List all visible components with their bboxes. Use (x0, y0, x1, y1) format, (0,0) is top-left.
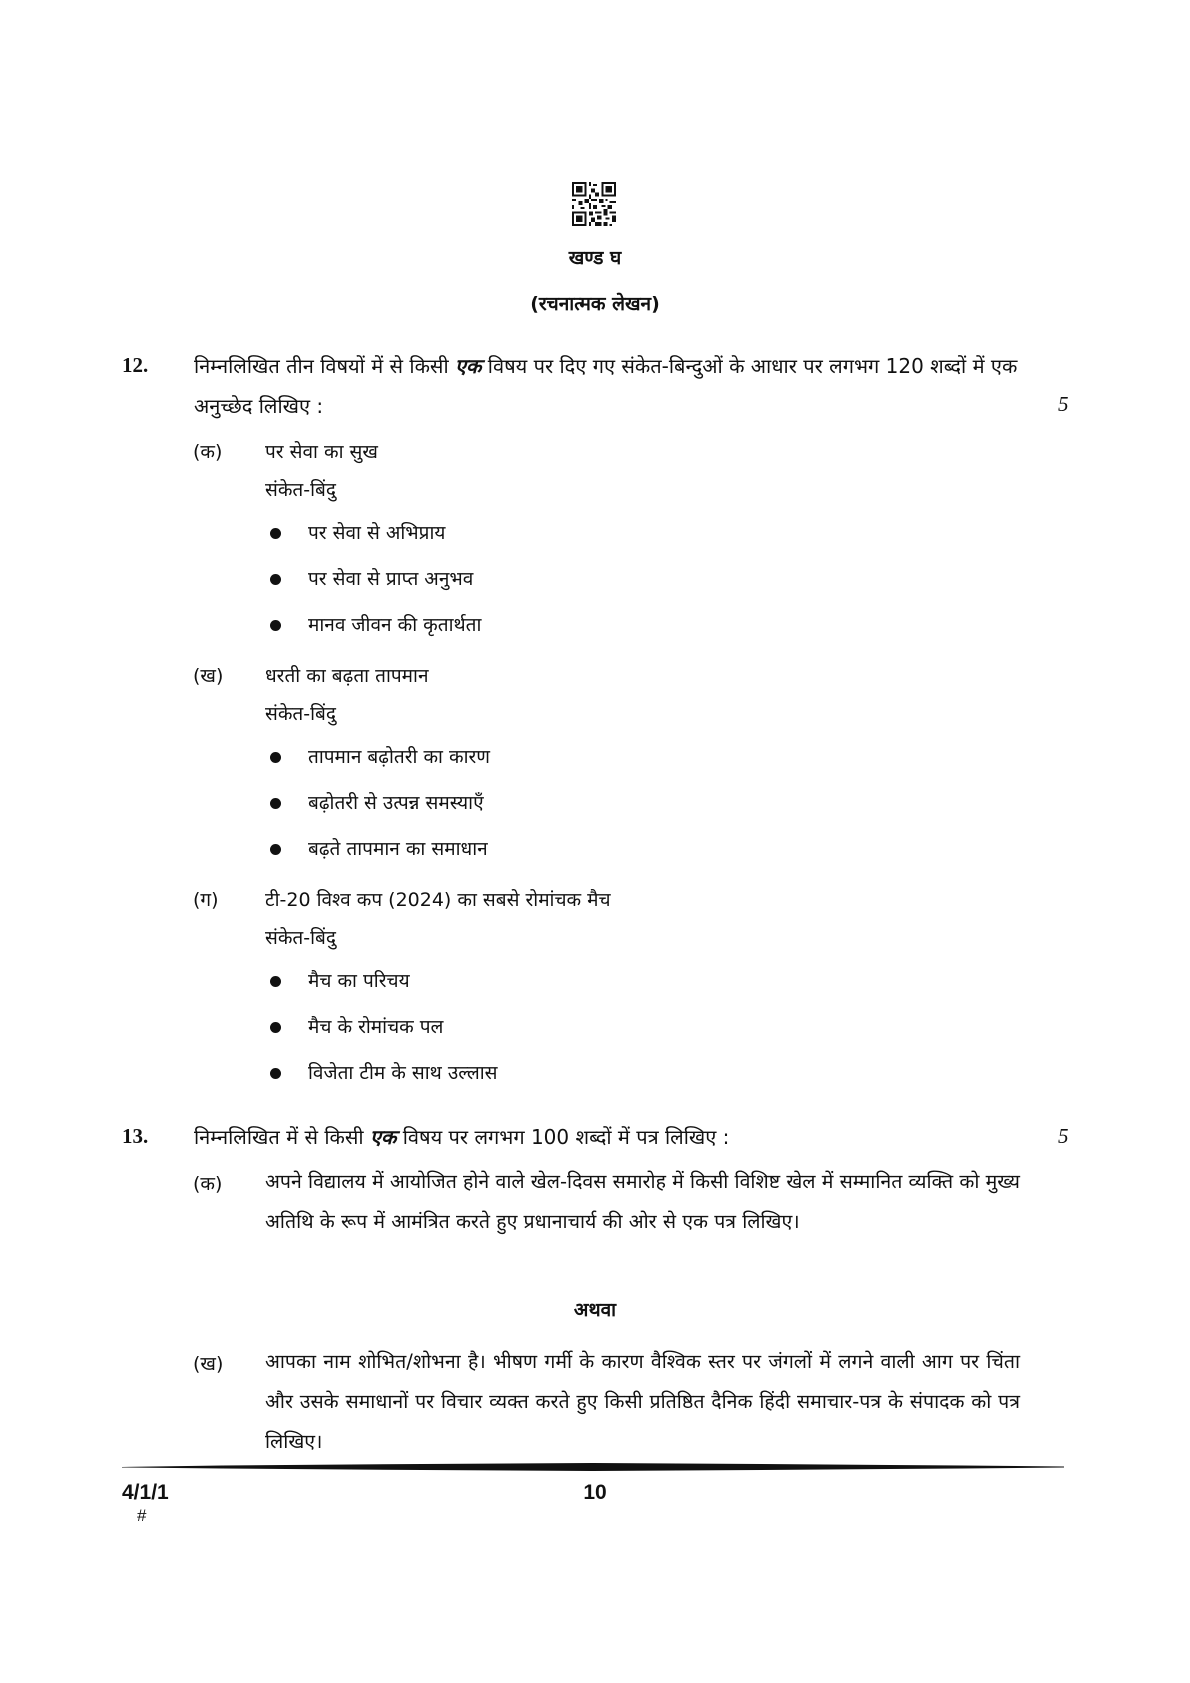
bullet-icon (270, 620, 281, 631)
bullet-icon (270, 1022, 281, 1033)
q12-option-a-hints-label: संकेत-बिंदु (265, 479, 336, 501)
qr-code-icon (572, 182, 616, 226)
q12-option-c-label: (ग) (193, 889, 219, 911)
question-13-emphasis: एक (369, 1125, 397, 1149)
paper-hash-mark: # (137, 1506, 147, 1525)
question-13-marks: 5 (1058, 1124, 1069, 1148)
bullet-icon (270, 798, 281, 809)
paper-code: 4/1/1 (122, 1481, 169, 1504)
question-12-text (194, 346, 1024, 426)
question-13-text-b: विषय पर लगभग 100 शब्दों में पत्र लिखिए : (396, 1125, 730, 1149)
q12-option-c-point-2: मैच के रोमांचक पल (308, 1016, 444, 1038)
or-separator: अथवा (573, 1299, 617, 1321)
q12-option-b-point-1: तापमान बढ़ोतरी का कारण (308, 746, 491, 768)
q12-option-c-point-1: मैच का परिचय (308, 970, 410, 992)
q12-option-b-point-3: बढ़ते तापमान का समाधान (308, 838, 488, 860)
question-12-text-b: विषय पर दिए गए संकेत-बिन्दुओं के आधार पर लगभग 120 शब्दों में एक अनुच्छेद लिखिए : (194, 354, 1018, 418)
section-subtitle: (रचनात्मक लेखन) (530, 293, 660, 315)
q12-option-c-title: टी-20 विश्व कप (2024) का सबसे रोमांचक मैच (265, 889, 611, 911)
q12-option-c-point-3: विजेता टीम के साथ उल्लास (308, 1062, 498, 1084)
q12-option-b-label: (ख) (193, 665, 224, 687)
question-13-text (194, 1117, 1024, 1157)
question-13-number: 13. (122, 1124, 149, 1148)
bullet-icon (270, 528, 281, 539)
q13-option-b-text: आपका नाम शोभित/शोभना है। भीषण गर्मी के कारण वैश्विक स्तर पर जंगलों में लगने वाली आग पर चिंता और उसके समाधानों पर विचार व्यक्त करते हुए किसी प्रतिष्ठित दैनिक हिंदी समाचार-पत्र के संपादक को पत्र लिखिए। (265, 1350, 1020, 1453)
bullet-icon (270, 844, 281, 855)
bullet-icon (270, 1068, 281, 1079)
bullet-icon (270, 976, 281, 987)
question-12-emphasis: एक (454, 354, 482, 378)
q12-option-a-title: पर सेवा का सुख (265, 441, 378, 463)
q12-option-a-point-1: पर सेवा से अभिप्राय (308, 522, 446, 544)
bullet-icon (270, 574, 281, 585)
q12-option-a-point-3: मानव जीवन की कृतार्थता (308, 614, 482, 636)
page-number: 10 (583, 1481, 607, 1504)
q12-option-b-title: धरती का बढ़ता तापमान (265, 665, 429, 687)
q13-option-b-label: (ख) (193, 1353, 224, 1375)
q12-option-b-hints-label: संकेत-बिंदु (265, 703, 336, 725)
question-13-text-a: निम्नलिखित में से किसी (194, 1125, 370, 1149)
q12-option-a-point-2: पर सेवा से प्राप्त अनुभव (308, 568, 474, 590)
q12-option-b-point-2: बढ़ोतरी से उत्पन्न समस्याएँ (308, 792, 484, 814)
q13-option-a-label: (क) (193, 1173, 223, 1195)
bullet-icon (270, 752, 281, 763)
question-12-text-a: निम्नलिखित तीन विषयों में से किसी (194, 354, 455, 378)
q12-option-a-label: (क) (193, 441, 223, 463)
footer-divider (122, 1462, 1064, 1472)
question-12-marks: 5 (1058, 392, 1069, 416)
q13-option-a-text: अपने विद्यालय में आयोजित होने वाले खेल-दिवस समारोह में किसी विशिष्ट खेल में सम्मानित व्यक्ति को मुख्य अतिथि के रूप में आमंत्रित करते हुए प्रधानाचार्य की ओर से एक पत्र लिखिए। (265, 1170, 1020, 1233)
section-heading: खण्ड घ (568, 247, 622, 269)
q12-option-c-hints-label: संकेत-बिंदु (265, 927, 336, 949)
question-12-number: 12. (122, 353, 149, 377)
